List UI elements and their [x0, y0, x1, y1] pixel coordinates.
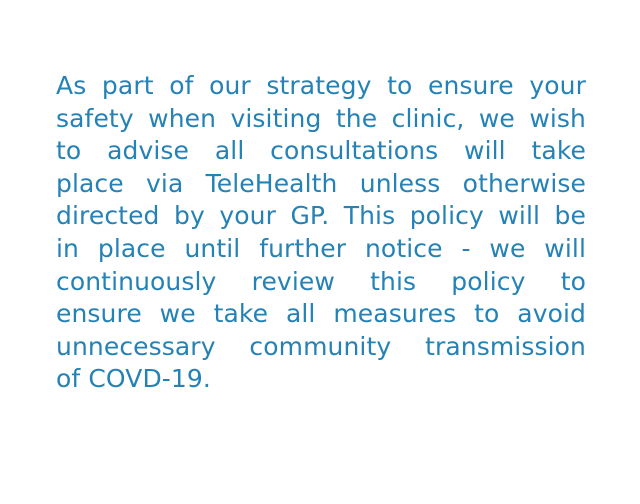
notice-line-8: ensure we take all measures to avoid: [56, 299, 586, 329]
notice-line-10: of COVD-19.: [56, 364, 211, 394]
notice-line-2: safety when visiting the clinic, we wish: [56, 103, 586, 133]
notice-line-4: place via TeleHealth unless otherwise: [56, 168, 586, 198]
notice-line-3: to advise all consultations will take: [56, 136, 586, 166]
notice-line-7: continuously review this policy to: [56, 266, 586, 296]
notice-line-6: in place until further notice - we will: [56, 233, 586, 263]
notice-line-5: directed by your GP. This policy will be: [56, 201, 586, 231]
notice-line-1: As part of our strategy to ensure your: [56, 71, 586, 100]
notice-line-9: unnecessary community transmission: [56, 331, 586, 361]
clinic-telehealth-policy-notice: [56, 70, 586, 396]
